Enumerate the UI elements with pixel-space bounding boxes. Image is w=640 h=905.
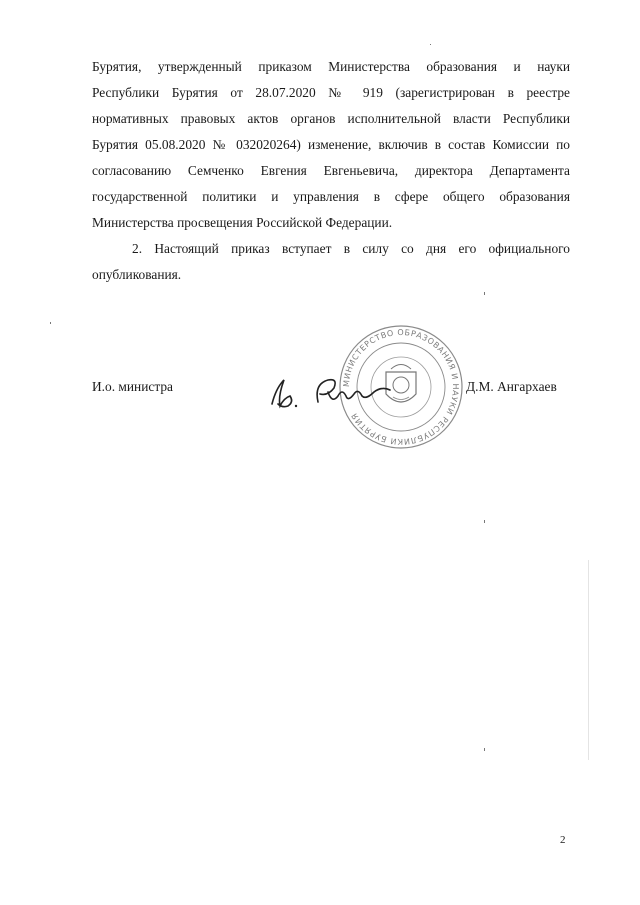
paragraph-1-line-5: согласованию Семченко Евгения Евгеньевича, директора Департамента: [92, 163, 570, 178]
paragraph-2-line-1: 2. Настоящий приказ вступает в силу со дня его официального: [132, 241, 570, 256]
signatory-name: Д.М. Ангархаев: [466, 379, 557, 394]
scan-speck: [50, 322, 51, 324]
page-number: 2: [560, 834, 566, 846]
paragraph-2-line-2: опубликования.: [92, 267, 182, 282]
scan-speck: [430, 44, 431, 45]
scan-speck: [588, 560, 589, 760]
scan-speck: [484, 292, 485, 295]
scan-speck: [484, 520, 485, 523]
signature-block: [0, 327, 640, 476]
paragraph-1-line-1: Бурятия, утвержденный приказом Министерства образования и науки: [92, 59, 570, 74]
paragraph-1-line-3: нормативных правовых актов органов исполнительной власти Республики: [92, 111, 570, 126]
paragraph-1-line-2: Республики Бурятия от 28.07.2020 № 919 (зарегистрирован в реестре: [92, 85, 570, 100]
paragraph-1-line-7: Министерства просвещения Российской Федерации.: [92, 215, 393, 230]
paragraph-1-line-6: государственной политики и управления в сфере общего образования: [92, 189, 570, 204]
scan-speck: [484, 748, 485, 751]
seal-text: МИНИСТЕРСТВО ОБРАЗОВАНИЯ И НАУКИ РЕСПУБЛИКИ БУРЯТИЯ: [341, 327, 461, 447]
document-body: [92, 54, 570, 288]
handwritten-signature-icon: [258, 366, 398, 416]
paragraph-1-line-4: Бурятия 05.08.2020 № 032020264) изменение, включив в состав Комиссии по: [92, 137, 570, 152]
signatory-role: И.о. министра: [92, 379, 173, 394]
